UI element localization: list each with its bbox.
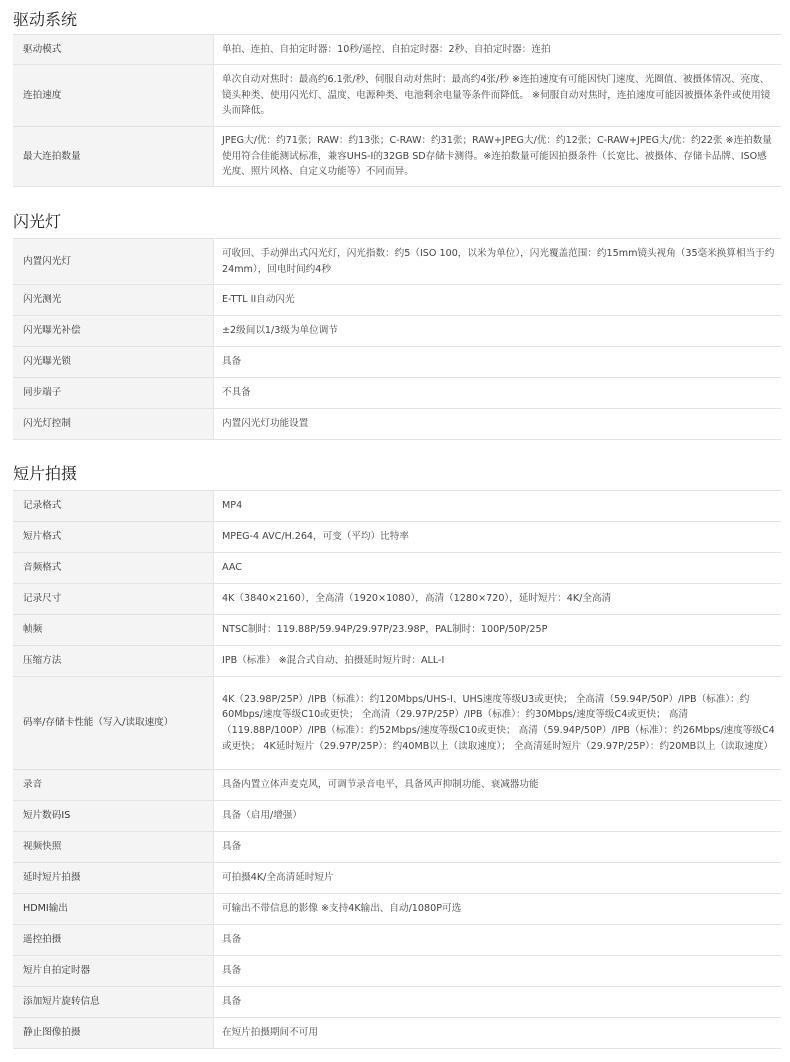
row-value: NTSC制时：119.88P/59.94P/29.97P/23.98P，PAL制时：100P/50P/25P — [214, 615, 782, 646]
row-value: 具备 — [214, 347, 782, 378]
row-value: 4K（3840×2160），全高清（1920×1080），高清（1280×720），延时短片：4K/全高清 — [214, 584, 782, 615]
table-row — [13, 127, 781, 187]
table-row — [13, 347, 781, 378]
row-label: 闪光灯控制 — [13, 409, 214, 440]
table-row — [13, 801, 781, 832]
row-label: 录音 — [13, 770, 214, 801]
row-label: 记录尺寸 — [13, 584, 214, 615]
row-label: 音频格式 — [13, 553, 214, 584]
section-title: 闪光灯 — [13, 212, 62, 231]
table-row — [13, 1018, 781, 1049]
row-value: MP4 — [214, 491, 782, 522]
row-label: 连拍速度 — [13, 65, 214, 127]
row-value: 单次自动对焦时：最高约6.1张/秒、伺服自动对焦时：最高约4张/秒 ※连拍速度有可能因快门速度、光圈值、被摄体情况、亮度、镜头种类、使用闪光灯、温度、电源种类、电池剩余电量等条件而降低。 ※伺服自动对焦时，连拍速度可能因被摄体条件或使用镜头而降低。 — [214, 65, 782, 127]
row-value: 单拍、连拍、自拍定时器：10秒/遥控、自拍定时器：2秒、自拍定时器：连拍 — [214, 35, 782, 65]
spec-table-movie — [13, 490, 781, 1049]
row-label: 帧频 — [13, 615, 214, 646]
row-value: 在短片拍摄期间不可用 — [214, 1018, 782, 1049]
row-label: 视频快照 — [13, 832, 214, 863]
row-value: 可输出不带信息的影像 ※支持4K输出、自动/1080P可选 — [214, 894, 782, 925]
table-row — [13, 409, 781, 440]
table-row — [13, 770, 781, 801]
row-label: 内置闪光灯 — [13, 239, 214, 285]
table-row — [13, 239, 781, 285]
row-value: 具备内置立体声麦克风，可调节录音电平，具备风声抑制功能、衰减器功能 — [214, 770, 782, 801]
table-row — [13, 646, 781, 677]
row-value: IPB（标准） ※混合式自动、拍摄延时短片时：ALL-I — [214, 646, 782, 677]
table-row — [13, 285, 781, 316]
table-row — [13, 894, 781, 925]
table-row — [13, 615, 781, 646]
table-row — [13, 987, 781, 1018]
table-row — [13, 832, 781, 863]
table-row — [13, 35, 781, 65]
table-row — [13, 553, 781, 584]
row-value: 内置闪光灯功能设置 — [214, 409, 782, 440]
section-title: 短片拍摄 — [13, 464, 78, 483]
section-title: 驱动系统 — [13, 10, 78, 29]
row-label: 闪光曝光补偿 — [13, 316, 214, 347]
row-value: MPEG-4 AVC/H.264，可变（平均）比特率 — [214, 522, 782, 553]
table-row — [13, 677, 781, 770]
table-row — [13, 378, 781, 409]
table-row — [13, 925, 781, 956]
row-label: 遥控拍摄 — [13, 925, 214, 956]
row-label: 闪光测光 — [13, 285, 214, 316]
table-row — [13, 316, 781, 347]
table-row — [13, 491, 781, 522]
table-row — [13, 863, 781, 894]
table-row — [13, 956, 781, 987]
table-row — [13, 522, 781, 553]
row-value: 具备 — [214, 987, 782, 1018]
row-value: 具备（启用/增强） — [214, 801, 782, 832]
row-value: 不具备 — [214, 378, 782, 409]
row-label: 同步端子 — [13, 378, 214, 409]
row-value: JPEG大/优：约71张；RAW：约13张；C-RAW：约31张；RAW+JPEG大/优：约12张；C-RAW+JPEG大/优：约22张 ※连拍数量使用符合佳能测试标准，兼容UHS-I的32GB SD存储卡测得。※连拍数量可能因拍摄条件（长宽比、被摄体、存储卡品牌、ISO感光度、照片风格、自定义功能等）不同而异。 — [214, 127, 782, 187]
row-value: 可拍摄4K/全高清延时短片 — [214, 863, 782, 894]
row-value: 具备 — [214, 925, 782, 956]
row-label: 延时短片拍摄 — [13, 863, 214, 894]
row-value: AAC — [214, 553, 782, 584]
row-label: 静止图像拍摄 — [13, 1018, 214, 1049]
row-value: ±2级间以1/3级为单位调节 — [214, 316, 782, 347]
table-row — [13, 65, 781, 127]
row-label: 记录格式 — [13, 491, 214, 522]
row-label: 最大连拍数量 — [13, 127, 214, 187]
row-value: E-TTL II自动闪光 — [214, 285, 782, 316]
row-label: 码率/存储卡性能（写入/读取速度） — [13, 677, 214, 770]
row-label: 闪光曝光锁 — [13, 347, 214, 378]
row-value: 具备 — [214, 832, 782, 863]
row-label: 短片数码IS — [13, 801, 214, 832]
spec-table-drive — [13, 34, 781, 187]
row-label: 压缩方法 — [13, 646, 214, 677]
row-value: 4K（23.98P/25P）/IPB（标准）：约120Mbps/UHS-I、UHS速度等级U3或更快； 全高清（59.94P/50P）/IPB（标准）：约60Mbps/速度等级C10或更快； 全高清（29.97P/25P）/IPB（标准）：约30Mbps/速度等级C4或更快； 高清（119.88P/100P）/IPB（标准）：约52Mbps/速度等级C10或更快； 高清（59.94P/50P）/IPB（标准）：约26Mbps/速度等级C4或更快； 4K延时短片（29.97P/25P）：约40MB以上（读取速度）； 全高清延时短片（29.97P/25P）：约20MB以上（读取速度） — [214, 677, 782, 770]
row-label: 驱动模式 — [13, 35, 214, 65]
spec-table-flash — [13, 238, 781, 440]
row-label: HDMI输出 — [13, 894, 214, 925]
row-label: 短片格式 — [13, 522, 214, 553]
row-value: 具备 — [214, 956, 782, 987]
table-row — [13, 584, 781, 615]
row-label: 短片自拍定时器 — [13, 956, 214, 987]
row-label: 添加短片旋转信息 — [13, 987, 214, 1018]
row-value: 可收回、手动弹出式闪光灯，闪光指数：约5（ISO 100，以米为单位），闪光覆盖范围：约15mm镜头视角（35毫米换算相当于约24mm），回电时间约4秒 — [214, 239, 782, 285]
